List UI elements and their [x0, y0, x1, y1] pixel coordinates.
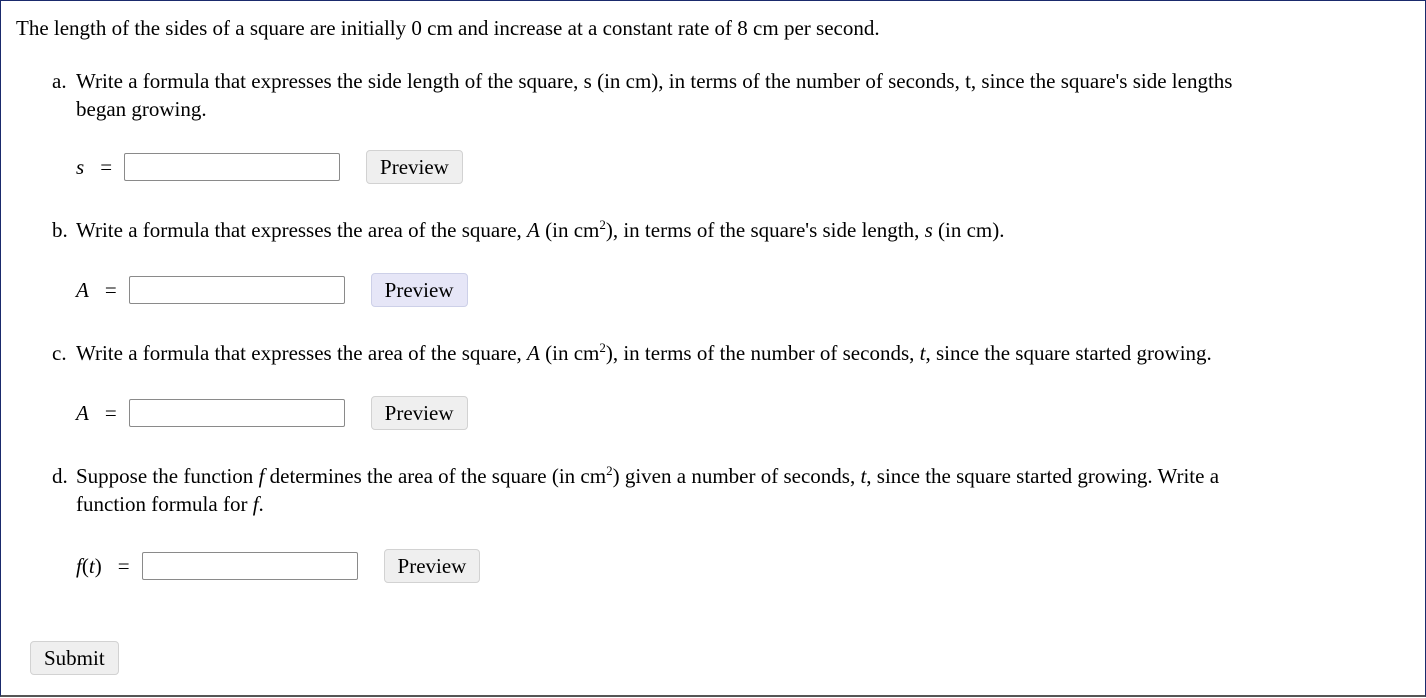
part-b-preview-button[interactable]: Preview	[371, 273, 468, 307]
part-d-text-post: , since the square started growing. Write a	[866, 464, 1220, 488]
part-d-answer-input[interactable]	[142, 552, 358, 580]
part-b-exponent: 2	[599, 217, 606, 232]
part-a-equals: =	[100, 154, 113, 179]
part-a-answer-input[interactable]	[124, 153, 340, 181]
part-b-text-mid2: ), in terms of the square's side length,	[605, 218, 925, 242]
part-d-prompt	[52, 462, 1412, 518]
part-d-lhs-open-paren: (	[81, 553, 89, 578]
part-d-preview-button[interactable]: Preview	[384, 549, 481, 583]
part-a-lhs: s	[76, 154, 85, 179]
part-a-line2: began growing.	[76, 97, 207, 121]
part-a-letter: a.	[52, 69, 67, 93]
part-d-letter: d.	[52, 464, 68, 488]
part-d-exponent: 2	[606, 463, 613, 478]
part-c-exponent: 2	[599, 340, 606, 355]
part-c-answer-row	[76, 396, 468, 430]
part-d-var-f: f	[258, 464, 265, 488]
part-c-text-pre: Write a formula that expresses the area of the square,	[76, 341, 528, 365]
part-b-prompt	[52, 216, 1412, 244]
part-c-letter: c.	[52, 341, 67, 365]
part-d-line2-var-f: f	[252, 492, 259, 516]
part-d-text-mid1: determines the area of the square (in cm	[264, 464, 607, 488]
part-c-text-post: , since the square started growing.	[925, 341, 1212, 365]
part-c-var-A: A	[527, 341, 540, 365]
problem-intro: The length of the sides of a square are initially 0 cm and increase at a constant rate of 8 cm per second.	[16, 16, 880, 40]
part-c-var-t: t	[919, 341, 926, 365]
part-c-lhs: A	[76, 400, 89, 425]
part-c-preview-button[interactable]: Preview	[371, 396, 468, 430]
part-b-lhs: A	[76, 277, 89, 302]
part-a-prompt	[52, 67, 1412, 123]
part-b-text-mid1: (in cm	[539, 218, 600, 242]
part-a-line1: Write a formula that expresses the side length of the square, s (in cm), in terms of the number of seconds, t, since the square's side lengths	[76, 69, 1233, 93]
part-d-answer-row	[76, 549, 480, 583]
part-d-lhs-close-paren: )	[94, 553, 102, 578]
part-a-preview-button[interactable]: Preview	[366, 150, 463, 184]
part-d-line2-period: .	[258, 492, 264, 516]
part-d-var-t: t	[860, 464, 867, 488]
part-b-var-A: A	[527, 218, 540, 242]
part-a-answer-row	[76, 150, 463, 184]
part-b-equals: =	[104, 277, 117, 302]
part-b-text-pre: Write a formula that expresses the area of the square,	[76, 218, 528, 242]
part-b-answer-row	[76, 273, 468, 307]
part-b-var-s: s	[924, 218, 933, 242]
part-c-text-mid1: (in cm	[539, 341, 600, 365]
part-d-lhs-t: t	[88, 553, 95, 578]
part-b-answer-input[interactable]	[129, 276, 345, 304]
part-c-answer-input[interactable]	[129, 399, 345, 427]
part-c-text-mid2: ), in terms of the number of seconds,	[605, 341, 920, 365]
part-d-text-mid2: ) given a number of seconds,	[612, 464, 861, 488]
part-d-lhs	[76, 554, 102, 579]
part-c-equals: =	[104, 400, 117, 425]
part-b-letter: b.	[52, 218, 68, 242]
part-d-line2-text: function formula for	[76, 492, 253, 516]
part-b-text-post: (in cm).	[932, 218, 1005, 242]
part-d-equals: =	[117, 553, 130, 578]
part-c-prompt	[52, 339, 1412, 367]
part-d-lhs-f: f	[76, 553, 82, 578]
submit-button[interactable]: Submit	[30, 641, 119, 675]
part-d-text-pre: Suppose the function	[76, 464, 259, 488]
